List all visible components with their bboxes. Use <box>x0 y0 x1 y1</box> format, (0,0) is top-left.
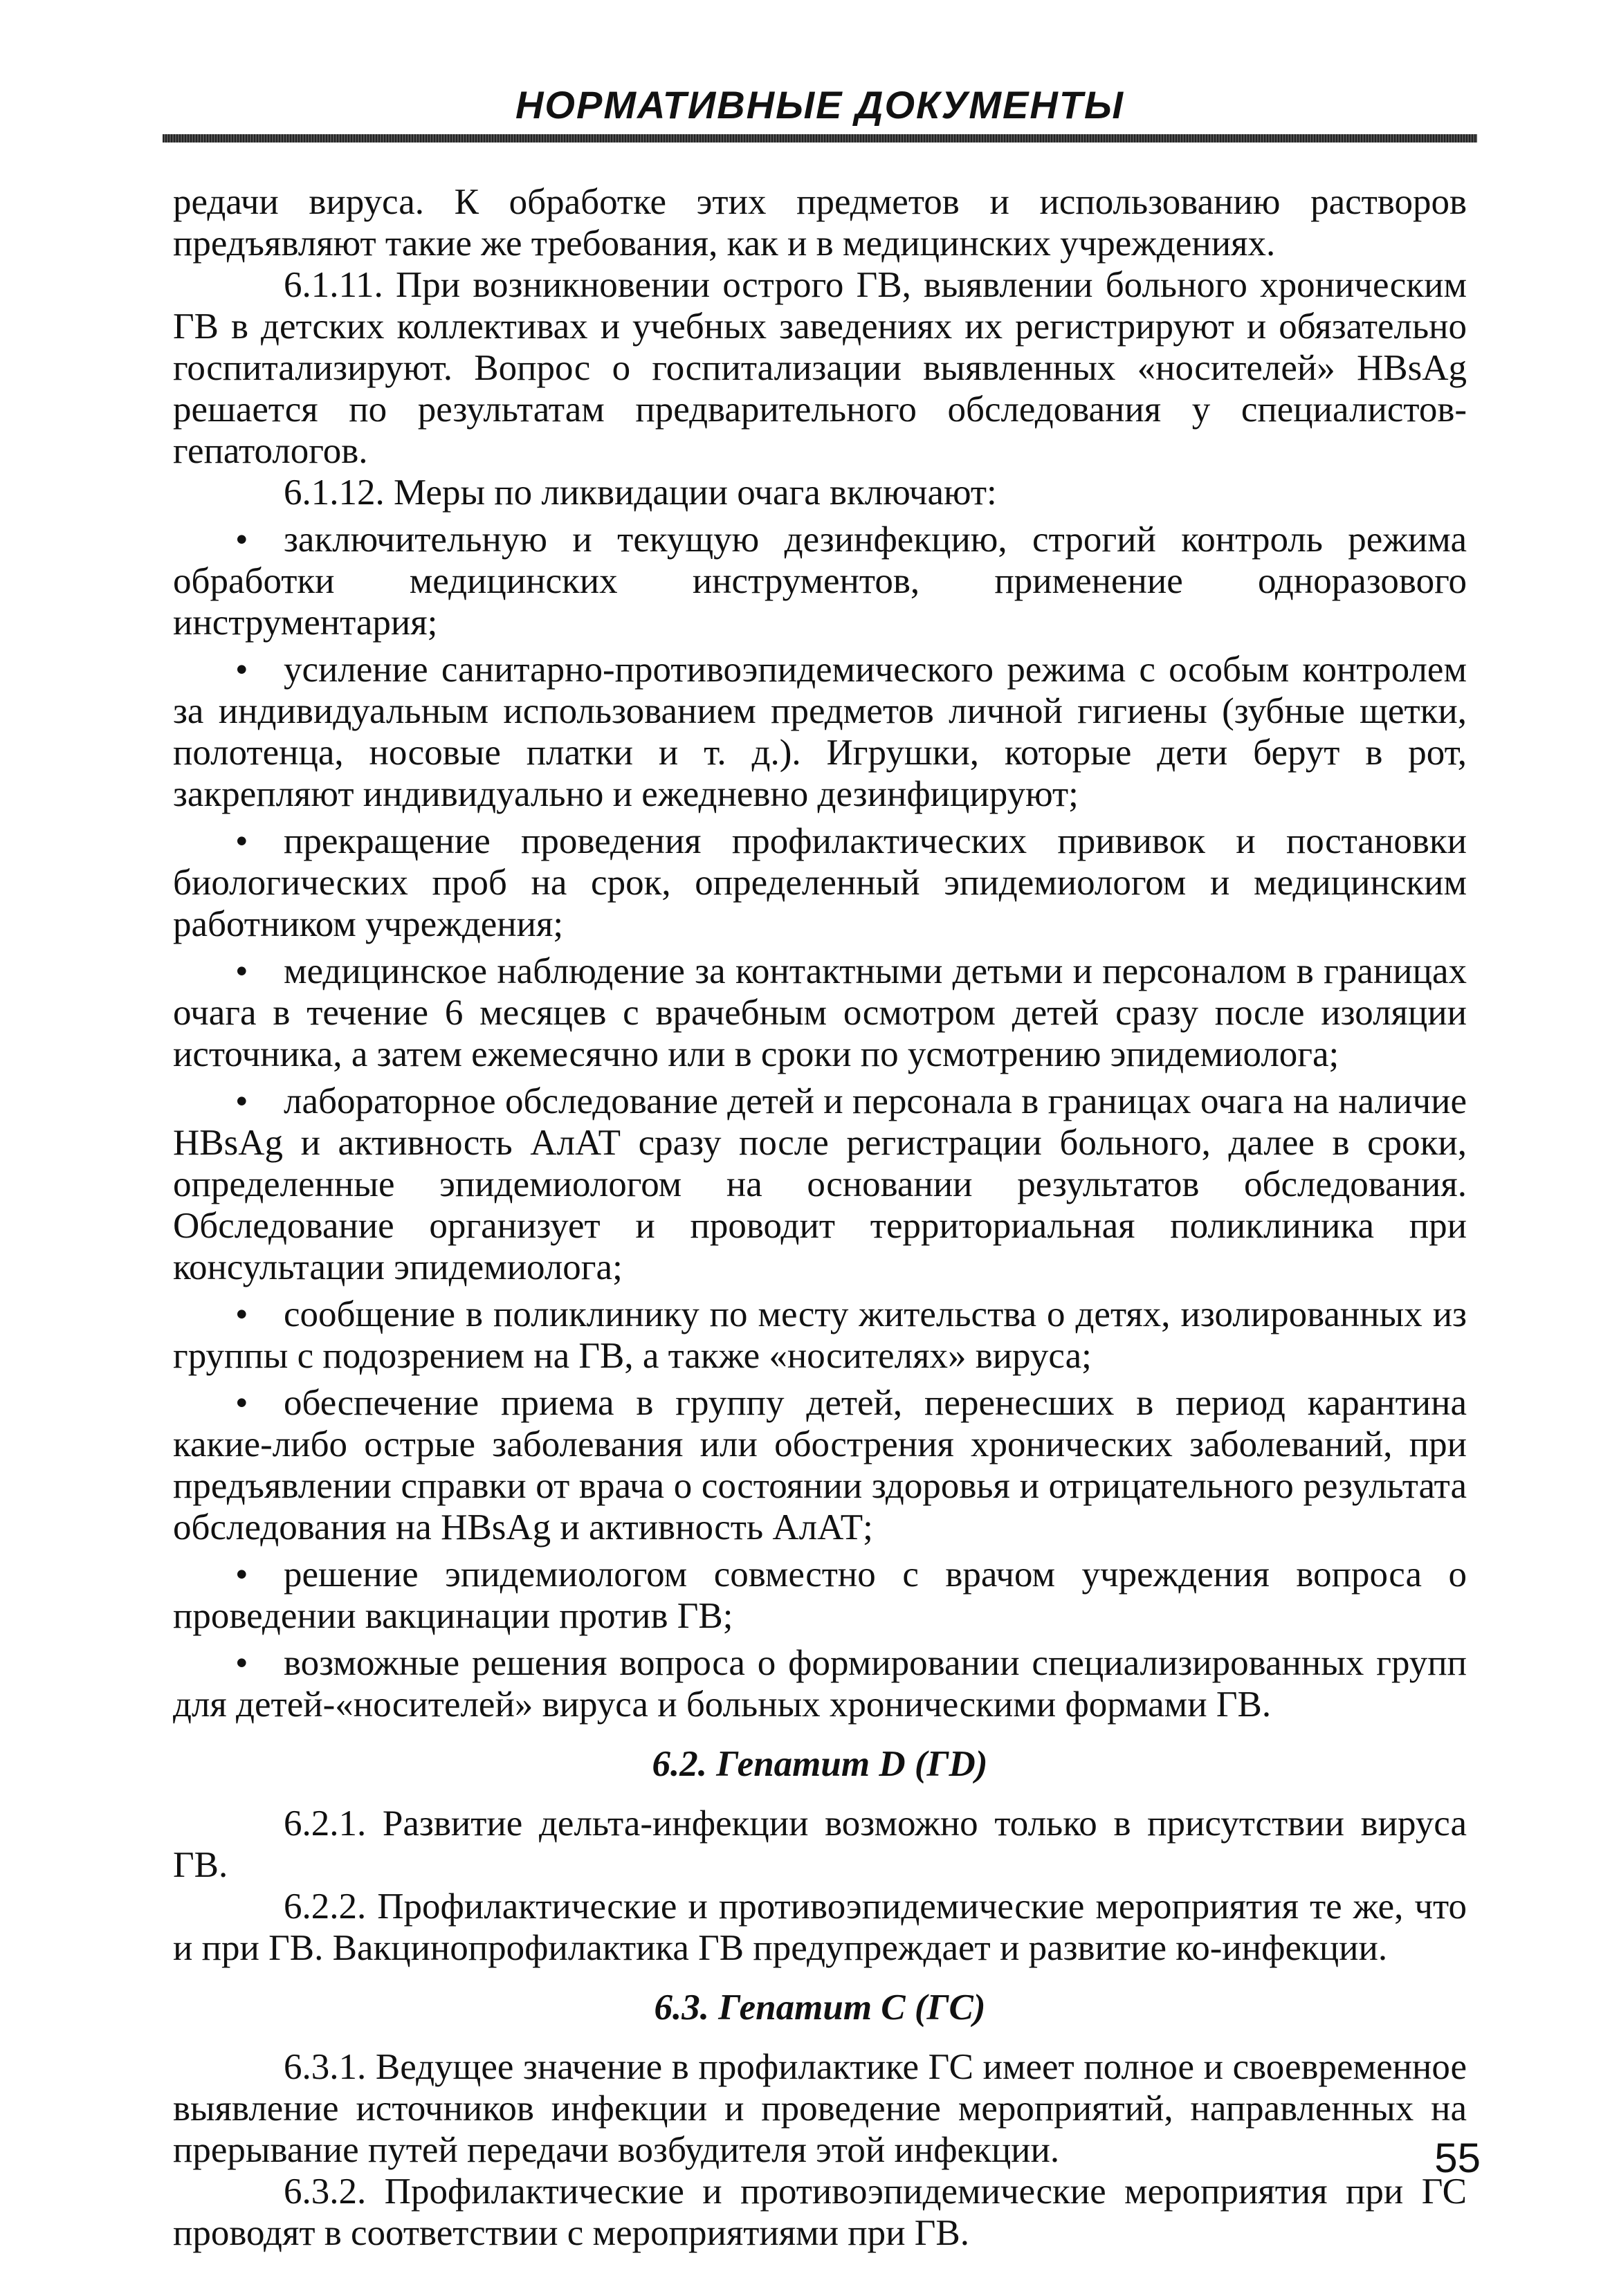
paragraph-continuation: редачи вируса. К обработке этих предметов и использованию растворов предъявляют такие же требования, как и в медицинских учреждениях. <box>173 182 1467 264</box>
bullet-icon: • <box>235 650 248 690</box>
list-item-text: решение эпидемиологом совместно с врачом учреждения вопроса о проведении вакцинации против ГВ; <box>173 1554 1467 1636</box>
list-item-text: медицинское наблюдение за контактными детьми и персоналом в границах очага в течение 6 месяцев с врачебным осмотром детей сразу после изоляции источника, а затем ежемесячно или в сроки по усмотрению эпидемиолога; <box>173 951 1467 1074</box>
list-item <box>173 1294 1467 1377</box>
bullet-icon: • <box>235 951 248 991</box>
paragraph-6-2-1: 6.2.1. Развитие дельта-инфекции возможно только в присутствии вируса ГВ. <box>173 1803 1467 1885</box>
paragraph-6-3-1: 6.3.1. Ведущее значение в профилактике ГС имеет полное и своевременное выявление источников инфекции и проведение мероприятий, направленных на прерывание путей передачи возбудителя этой инфекции. <box>173 2047 1467 2170</box>
page-number: 55 <box>1434 2135 1481 2181</box>
body-text <box>173 181 1467 2254</box>
bullet-icon: • <box>235 1554 248 1595</box>
list-item <box>173 950 1467 1075</box>
list-item-text: лабораторное обследование детей и персонала в границах очага на наличие HBsAg и активность АлАТ сразу после регистрации больного, далее в сроки, определенные эпидемиологом на основании результатов обследования. Обследование организует и проводит территориальная поликлиника при консультации эпидемиолога; <box>173 1081 1467 1287</box>
bullet-icon: • <box>235 1081 248 1121</box>
list-item <box>173 1642 1467 1725</box>
list-item-text: прекращение проведения профилактических прививок и постановки биологических проб на срок, определенный эпидемиологом и медицинским работником учреждения; <box>173 821 1467 944</box>
list-item <box>173 820 1467 945</box>
list-item-text: сообщение в поликлинику по месту жительства о детях, изолированных из группы с подозрением на ГВ, а также «носителях» вируса; <box>173 1294 1467 1376</box>
list-item <box>173 1554 1467 1637</box>
list-item-text: возможные решения вопроса о формировании специализированных групп для детей-«носителей» вируса и больных хроническими формами ГВ. <box>173 1643 1467 1725</box>
list-item <box>173 1382 1467 1548</box>
header-title: НОРМАТИВНЫЕ ДОКУМЕНТЫ <box>515 83 1125 127</box>
section-heading-6-2: 6.2. Гепатит D (ГD) <box>652 1744 988 1784</box>
paragraph-6-2-2: 6.2.2. Профилактические и противоэпидемические мероприятия те же, что и при ГВ. Вакцинопрофилактика ГВ предупреждает и развитие ко-инфекции. <box>173 1886 1467 1968</box>
bullet-icon: • <box>235 520 248 560</box>
paragraph-6-3-2: 6.3.2. Профилактические и противоэпидемические мероприятия при ГС проводят в соответствии с мероприятиями при ГВ. <box>173 2171 1467 2253</box>
list-item-text: обеспечение приема в группу детей, перенесших в период карантина какие-либо острые заболевания или обострения хронических заболеваний, при предъявлении справки от врача о состоянии здоровья и отрицательного результата обследования на HBsAg и активность АлАТ; <box>173 1383 1467 1547</box>
list-item <box>173 519 1467 643</box>
bullet-icon: • <box>235 1383 248 1423</box>
paragraph-6-1-12: 6.1.12. Меры по ликвидации очага включают: <box>284 472 997 513</box>
header-rule <box>163 134 1477 143</box>
list-item-text: заключительную и текущую дезинфекцию, строгий контроль режима обработки медицинских инструментов, применение одноразового инструментария; <box>173 520 1467 643</box>
bullet-icon: • <box>235 1294 248 1334</box>
list-item <box>173 1081 1467 1288</box>
list-item-text: усиление санитарно-противоэпидемического режима с особым контролем за индивидуальным использованием предметов личной гигиены (зубные щетки, полотенца, носовые платки и т. д.). Игрушки, которые дети берут в рот, закрепляют индивидуально и ежедневно дезинфицируют; <box>173 650 1467 814</box>
running-header <box>163 83 1477 127</box>
list-item <box>173 649 1467 815</box>
bullet-icon: • <box>235 1643 248 1683</box>
paragraph-6-1-11: 6.1.11. При возникновении острого ГВ, выявлении больного хроническим ГВ в детских коллективах и учебных заведениях их регистрируют и обязательно госпитализируют. Вопрос о госпитализации выявленных «носителей» HBsAg решается по результатам предварительного обследования у специалистов-гепатологов. <box>173 265 1467 471</box>
section-heading-6-3: 6.3. Гепатит С (ГС) <box>654 1987 986 2028</box>
bullet-icon: • <box>235 821 248 861</box>
